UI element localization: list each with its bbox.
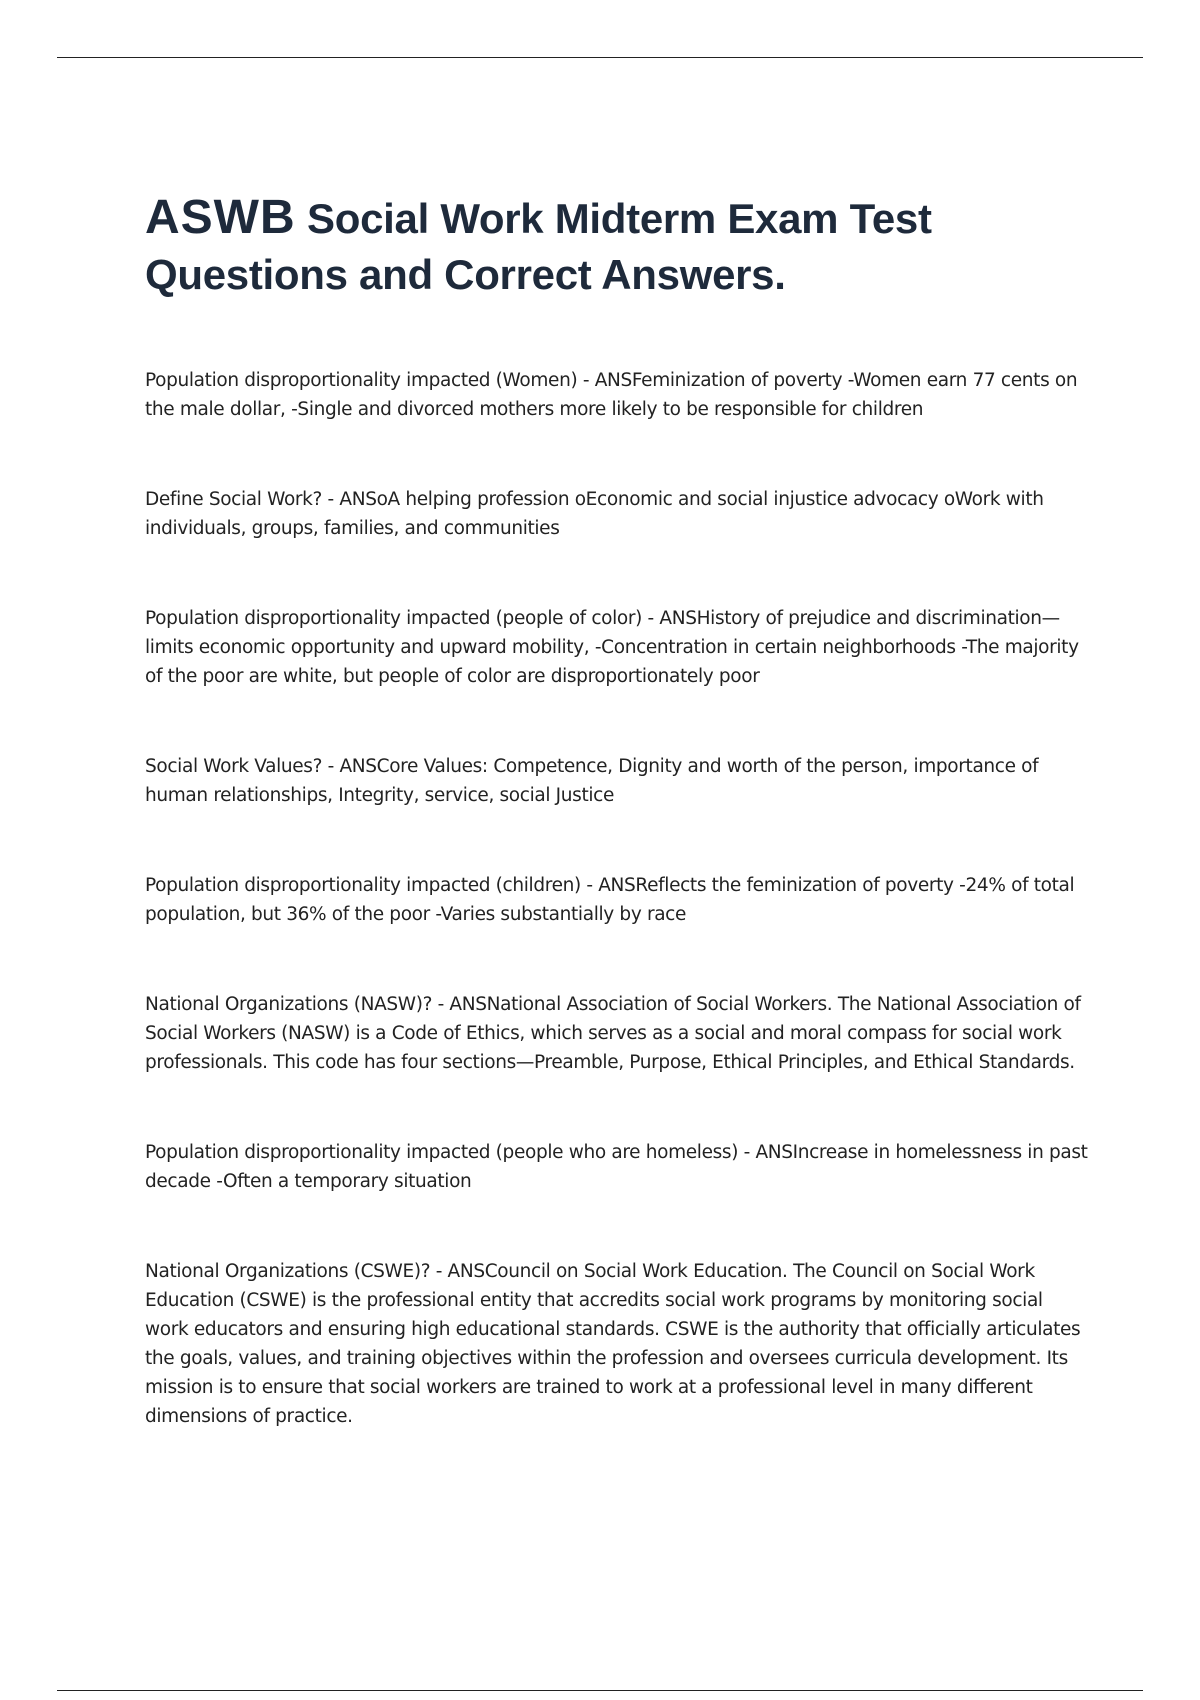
qa-list	[145, 366, 1090, 1431]
qa-item: Population disproportionality impacted (people of color) - ANSHistory of prejudice and discrimination—limits economic opportunity and upward mobility, -Concentration in certain neighborhoods -The majority of the poor are white, but people of color are disproportionately poor	[145, 608, 1079, 687]
title-brand: ASWB	[145, 191, 296, 244]
title-rest: Social Work Midterm Exam Test Questions and Correct Answers.	[145, 195, 932, 298]
footer-rule	[57, 1690, 1143, 1691]
qa-item: Social Work Values? - ANSCore Values: Competence, Dignity and worth of the person, importance of human relationships, Integrity, service, social Justice	[145, 756, 1039, 806]
qa-item: National Organizations (CSWE)? - ANSCouncil on Social Work Education. The Council on Social Work Education (CSWE) is the professional entity that accredits social work programs by monitoring social work educators and ensuring high educational standards. CSWE is the authority that officially articulates the goals, values, and training objectives within the profession and oversees curricula development. Its mission is to ensure that social workers are trained to work at a professional level in many different dimensions of practice.	[145, 1261, 1081, 1427]
qa-item: Define Social Work? - ANSoA helping profession oEconomic and social injustice advocacy oWork with individuals, groups, families, and communities	[145, 489, 1044, 539]
qa-item: National Organizations (NASW)? - ANSNational Association of Social Workers. The National Association of Social Workers (NASW) is a Code of Ethics, which serves as a social and moral compass for social work professionals. This code has four sections—Preamble, Purpose, Ethical Principles, and Ethical Standards.	[145, 994, 1081, 1073]
qa-item: Population disproportionality impacted (people who are homeless) - ANSIncrease in homelessness in past decade -Often a temporary situation	[145, 1142, 1088, 1192]
qa-item: Population disproportionality impacted (children) - ANSReflects the feminization of poverty -24% of total population, but 36% of the poor -Varies substantially by race	[145, 875, 1075, 925]
qa-item: Population disproportionality impacted (Women) - ANSFeminization of poverty -Women earn 77 cents on the male dollar, -Single and divorced mothers more likely to be responsible for children	[145, 370, 1078, 420]
document-title	[145, 190, 1085, 303]
header-rule	[57, 57, 1143, 58]
